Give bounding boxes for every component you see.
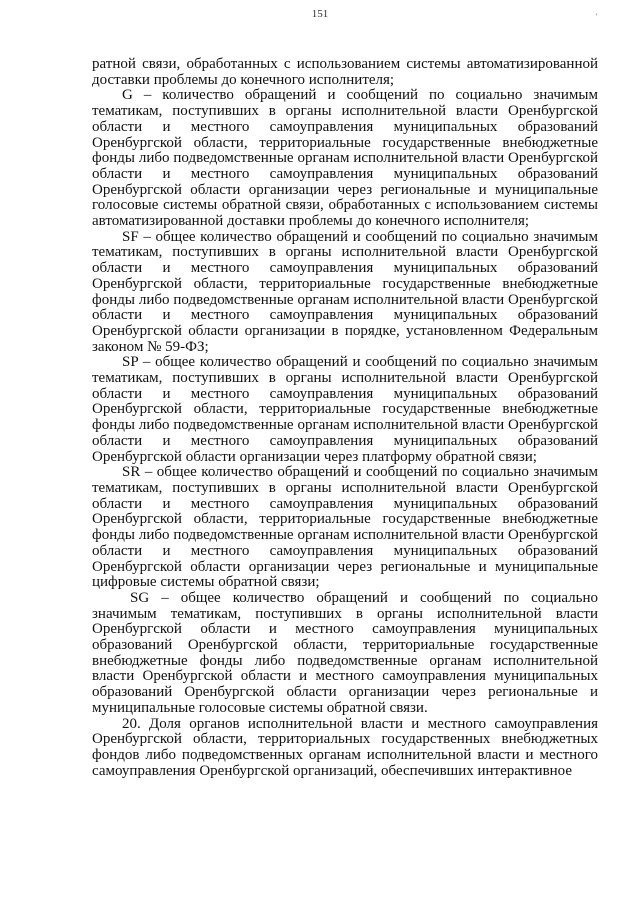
paragraph-sf-definition: SF – общее количество обращений и сообщений по социально значимым тематикам, поступивших в органы исполнительной власти Оренбургской области и местного самоуправления муниципальных образований Оренбургской области, территориальные государственные внебюджетные фонды либо подведомственные органам исполнительной власти Оренбургской области и местного самоуправления муниципальных образований Оренбургской области организации в порядке, установленном Федеральным законом № 59-ФЗ; [92,228,598,355]
paragraph-sp-definition: SP – общее количество обращений и сообщений по социально значимым тематикам, поступивших в органы исполнительной власти Оренбургской области и местного самоуправления муниципальных образований Оренбургской области, территориальные государственные внебюджетные фонды либо подведомственные органам исполнительной власти Оренбургской области и местного самоуправления муниципальных образований Оренбургской области организации через платформу обратной связи; [92,354,598,465]
paragraph-sr-definition: SR – общее количество обращений и сообщений по социально значимым тематикам, поступивших в органы исполнительной власти Оренбургской области и местного самоуправления муниципальных образований Оренбургской области, территориальные государственные внебюджетные фонды либо подведомственные органам исполнительной власти Оренбургской области и местного самоуправления муниципальных образований Оренбургской области организации через региональные и муниципальные цифровые системы обратной связи; [92,464,598,591]
paragraph-sg-definition: SG – общее количество обращений и сообщений по социально значимым тематикам, поступивших в органы исполнительной власти Оренбургской области и местного самоуправления муниципальных образований Оренбургской области, территориальные государственные внебюджетные фонды либо подведомственные органам исполнительной власти Оренбургской области и местного самоуправления муниципальных образований Оренбургской области организации через региональные и муниципальные голосовые системы обратной связи. [92,589,598,716]
document-body [92,57,598,779]
corner-mark: ' [596,12,598,21]
paragraph-item-20: 20. Доля органов исполнительной власти и местного самоуправления Оренбургской области, территориальных государственных внебюджетных фондов либо подведомственных органам исполнительной власти и местного самоуправления Оренбургской организаций, обеспечивших интерактивное [92,715,598,779]
page-number: 151 [311,8,329,20]
paragraph-g-definition: G – количество обращений и сообщений по социально значимым тематикам, поступивших в органы исполнительной власти Оренбургской области и местного самоуправления муниципальных образований Оренбургской области, территориальные государственные внебюджетные фонды либо подведомственные органам исполнительной власти Оренбургской области и местного самоуправления муниципальных образований Оренбургской области организации через региональные и муниципальные голосовые системы обратной связи, обработанных с использованием системы автоматизированной доставки проблемы до конечного исполнителя; [92,87,598,230]
paragraph-continuation: ратной связи, обработанных с использованием системы автоматизированной доставки проблемы до конечного исполнителя; [92,56,598,88]
